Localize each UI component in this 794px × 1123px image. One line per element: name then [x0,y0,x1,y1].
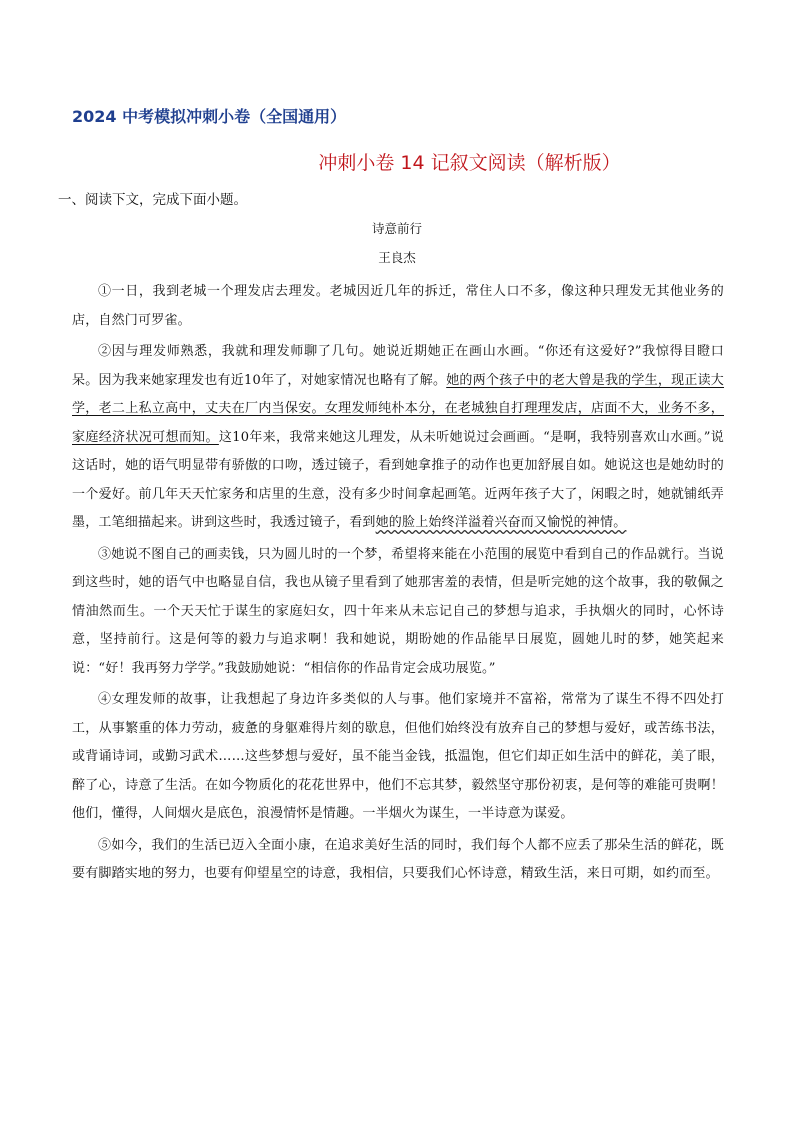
paper-title: 冲刺小卷 14 记叙文阅读（解析版） [318,152,621,174]
paragraph-3: ③她说不图自己的画卖钱，只为圆儿时的一个梦，希望将来能在小范围的展览中看到自己的作品就行。当说到这些时，她的语气中也略显自信，我也从镜子里看到了她那害羞的表情，但是听完她的这个故事，我的敬佩之情油然而生。一个天天忙于谋生的家庭妇女，四十年来从未忘记自己的梦想与追求，手执烟火的同时，心怀诗意，坚持前行。这是何等的毅力与追求啊！我和她说，期盼她的作品能早日展览，圆她儿时的梦，她笑起来说：“好！我再努力学学。”我鼓励她说：“相信你的作品肯定会成功展览。” [72,546,724,676]
article-author: 王良杰 [378,250,416,265]
paragraph-5: ⑤如今，我们的生活已迈入全面小康，在追求美好生活的同时，我们每个人都不应丢了那朵生活的鲜花，既要有脚踏实地的努力，也要有仰望星空的诗意，我相信，只要我们心怀诗意，精致生活，来日可期，如约而至。 [72,837,724,881]
paragraph-4: ④女理发师的故事，让我想起了身边许多类似的人与事。他们家境并不富裕，常常为了谋生不得不四处打工，从事繁重的体力劳动，疲惫的身躯难得片刻的歇息，但他们始终没有放弃自己的梦想与爱好，或苦练书法，或背诵诗词，或勤习武术……这些梦想与爱好，虽不能当金钱，抵温饱，但它们却正如生活中的鲜花，美了眼，醉了心，诗意了生活。在如今物质化的花花世界中，他们不忘其梦，毅然坚守那份初衷，是何等的难能可贵啊！他们，懂得，人间烟火是底色，浪漫情怀是情趣。一半烟火为谋生，一半诗意为谋爱。 [72,692,724,821]
section-heading: 一、阅读下文，完成下面小题。 [58,192,247,208]
article-title: 诗意前行 [371,221,422,236]
paragraph-2-text-a: ②因与理发师熟悉，我就和理发师聊了几句。她说近期她正在画山水画。“你还有这爱好?”我惊得目瞪口呆。因为我来她家理发也有近10年了，对她家情况也略有了解。 [72,344,724,388]
series-title: 2024 中考模拟冲刺小卷（全国通用） [72,107,347,126]
paragraph-2-wavy-underlined: 她的脸上始终洋溢着兴奋而又愉悦的神情。 [375,515,627,530]
paragraph-2-text-b: 这10年来，我常来她这儿理发，从未听她说过会画画。“是啊，我特别喜欢山水画。”说这话时，她的语气明显带有骄傲的口吻，透过镜子，看到她拿推子的动作也更加舒展自如。她说这也是她幼时的一个爱好。前几年天天忙家务和店里的生意，没有多少时间拿起画笔。近两年孩子大了，闲暇之时，她就铺纸弄墨，工笔细描起来。讲到这些时，我透过镜子，看到 [72,429,724,530]
article-body [72,278,724,892]
paragraph-2-underlined: 她的两个孩子中的老大曾是我的学生，现正读大学，老二上私立高中，丈夫在厂内当保安。女理发师纯朴本分，在老城独自打理理发店，店面不大，业务不多，家庭经济状况可想而知。 [72,372,725,445]
paragraph-2 [72,338,724,538]
paragraph-1: ①一日，我到老城一个理发店去理发。老城因近几年的拆迁，常住人口不多，像这种只理发无其他业务的店，自然门可罗雀。 [72,284,724,328]
